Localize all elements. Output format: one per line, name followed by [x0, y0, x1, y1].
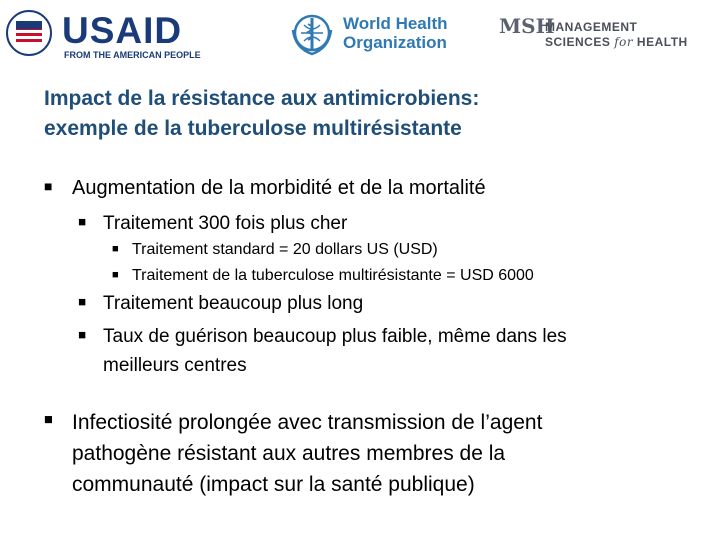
who-logo [287, 10, 447, 60]
slide-title: Impact de la résistance aux antimicrobiens: exemple de la tuberculose multirésistante [44, 87, 480, 140]
msh-mark: MSH [499, 14, 555, 38]
bullet-square-icon: ■ [78, 327, 87, 343]
usaid-seal-icon [6, 10, 52, 56]
msh-wordmark: MANAGEMENT SCIENCES for HEALTH [545, 20, 688, 49]
bullet-square-icon: ■ [78, 294, 87, 310]
usaid-logo [6, 10, 201, 60]
usaid-wordmark: USAID [62, 10, 183, 51]
bullet-level2: ■ Traitement beaucoup plus long [78, 291, 363, 317]
logo-bar [0, 0, 720, 70]
usaid-tagline: FROM THE AMERICAN PEOPLE [64, 50, 201, 60]
who-wordmark: World Health Organization [343, 14, 448, 52]
bullet-square-icon: ■ [44, 178, 53, 195]
bullet-level2: ■ Traitement 300 fois plus cher [78, 211, 347, 237]
who-emblem-icon [287, 10, 337, 60]
bullet-square-icon: ■ [78, 214, 87, 230]
msh-logo [499, 12, 709, 52]
bullet-square-icon: ■ [44, 412, 53, 429]
bullet-level1: ■ Infectiosité prolongée avec transmission de l’agent pathogène résistant aux autres membres de la communauté (impact sur la santé publique) [44, 407, 542, 500]
bullet-square-icon: ■ [112, 242, 119, 255]
bullet-square-icon: ■ [112, 268, 119, 281]
bullet-level1: ■ Augmentation de la morbidité et de la mortalité [44, 175, 486, 201]
bullet-level2: ■ Taux de guérison beaucoup plus faible, même dans les meilleurs centres [78, 322, 567, 380]
bullet-level3: ■ Traitement standard = 20 dollars US (USD) ■ Traitement de la tuberculose multirésistante = USD 6000 [112, 240, 534, 286]
